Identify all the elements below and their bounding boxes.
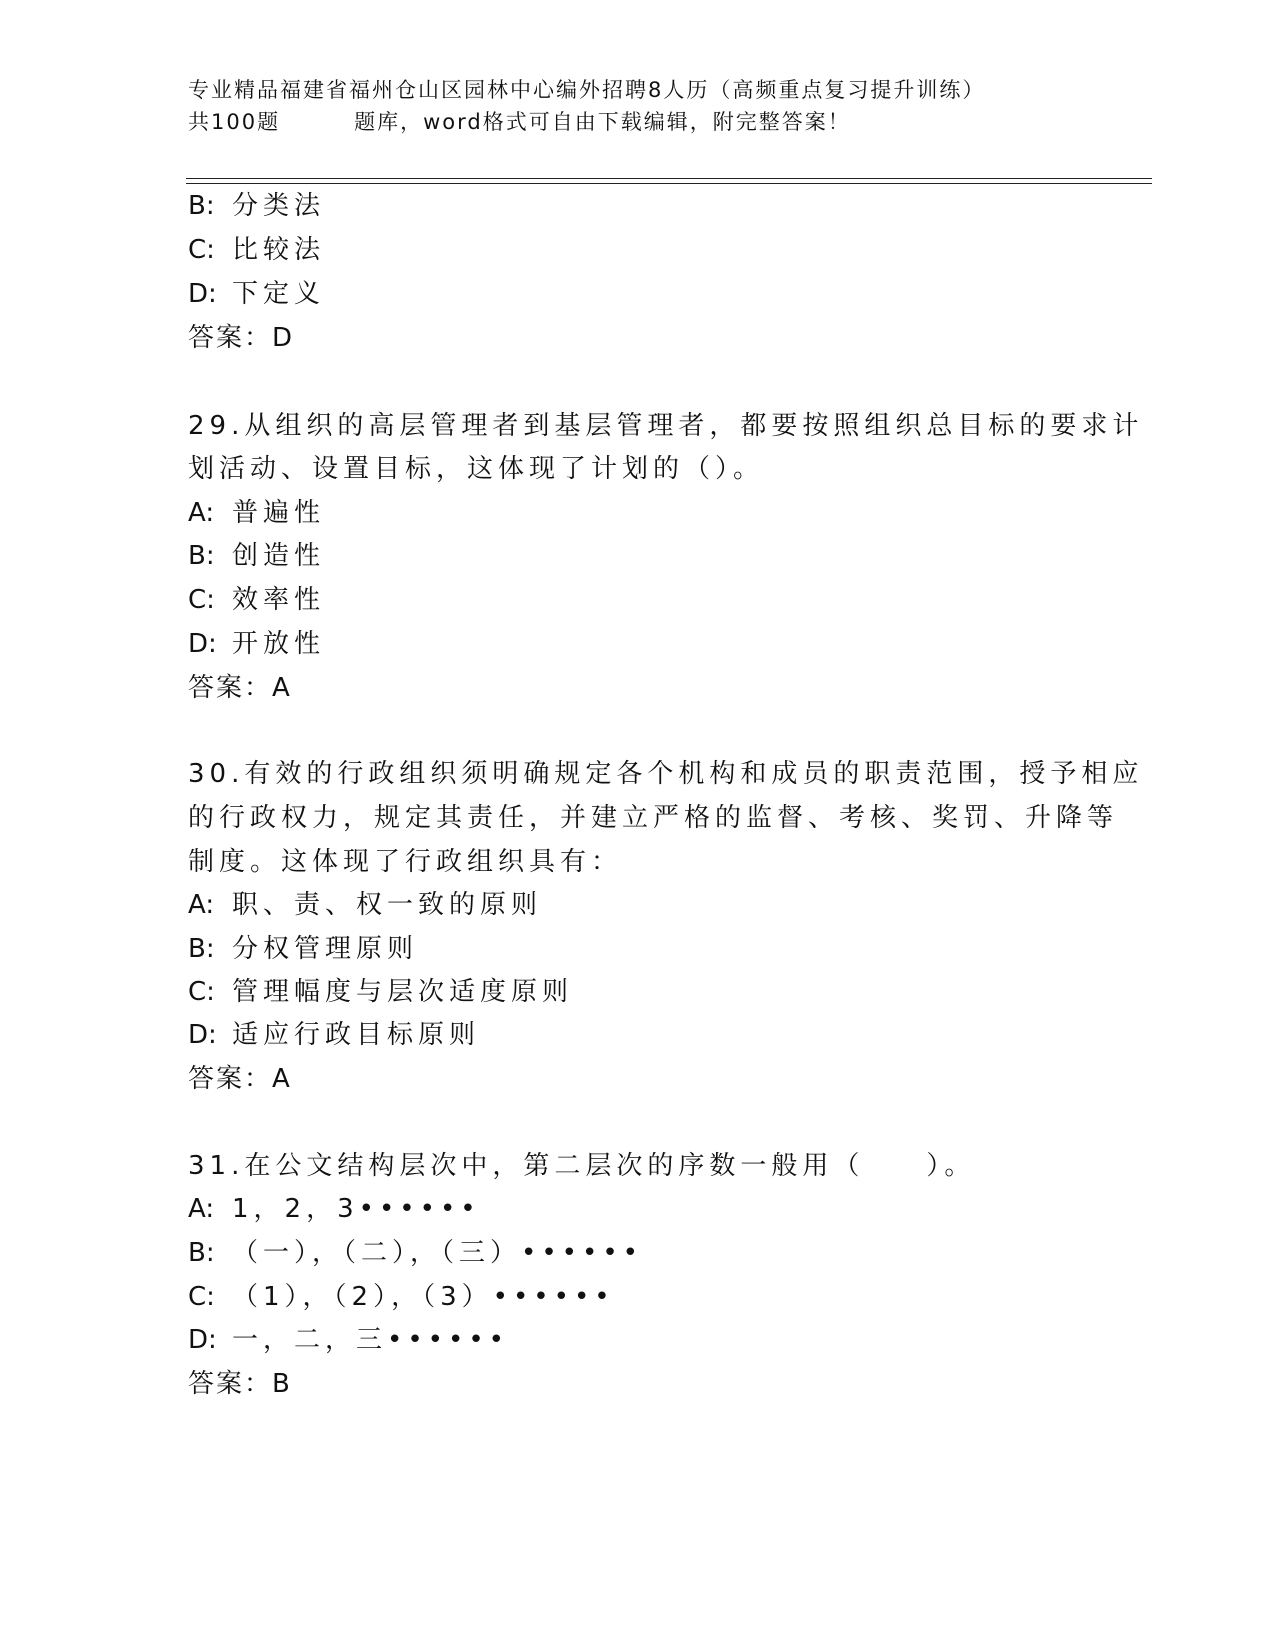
header-line-2 xyxy=(188,108,1088,136)
q29-stem-line-1: 29.从组织的高层管理者到基层管理者，都要按照组织总目标的要求计 xyxy=(188,411,1144,441)
q29-option-c: C: 效率性 xyxy=(188,585,326,615)
header-divider-top xyxy=(186,178,1152,179)
q28-option-b: B: 分类法 xyxy=(188,191,326,221)
q30-option-d: D: 适应行政目标原则 xyxy=(188,1020,481,1050)
q28-option-d: D: 下定义 xyxy=(188,279,326,309)
q30-stem-line-2: 的行政权力，规定其责任，并建立严格的监督、考核、奖罚、升降等 xyxy=(188,803,1119,833)
header-desc: 题库，word格式可自由下载编辑，附完整答案！ xyxy=(354,110,851,134)
q29-option-b: B: 创造性 xyxy=(188,541,326,571)
q29-answer: 答案：A xyxy=(188,673,292,703)
q31-option-d: D: 一，二，三•••••• xyxy=(188,1325,510,1355)
header-line-1: 专业精品福建省福州仓山区园林中心编外招聘8人历（高频重点复习提升训练） xyxy=(188,78,986,102)
q28-answer: 答案：D xyxy=(188,323,295,353)
q31-stem-line-1: 31.在公文结构层次中，第二层次的序数一般用（ ）。 xyxy=(188,1151,976,1181)
q30-stem-line-1: 30.有效的行政组织须明确规定各个机构和成员的职责范围，授予相应 xyxy=(188,759,1144,789)
q31-option-c: C: （1），（2），（3）•••••• xyxy=(188,1282,615,1312)
q31-option-b: B: （一），（二），（三）•••••• xyxy=(188,1238,644,1268)
q30-stem-line-3: 制度。这体现了行政组织具有： xyxy=(188,847,623,877)
q31-answer: 答案：B xyxy=(188,1369,292,1399)
header-divider-bottom xyxy=(186,183,1152,184)
q30-option-a: A: 职、责、权一致的原则 xyxy=(188,890,543,920)
q30-option-c: C: 管理幅度与层次适度原则 xyxy=(188,977,574,1007)
header-count: 共100题 xyxy=(188,110,281,134)
q29-stem-line-2: 划活动、设置目标，这体现了计划的（）。 xyxy=(188,454,765,484)
q28-option-c: C: 比较法 xyxy=(188,235,326,265)
q30-option-b: B: 分权管理原则 xyxy=(188,934,419,964)
q29-option-a: A: 普遍性 xyxy=(188,498,326,528)
q30-answer: 答案：A xyxy=(188,1064,292,1094)
q31-option-a: A: 1，2，3•••••• xyxy=(188,1194,481,1224)
q29-option-d: D: 开放性 xyxy=(188,629,326,659)
